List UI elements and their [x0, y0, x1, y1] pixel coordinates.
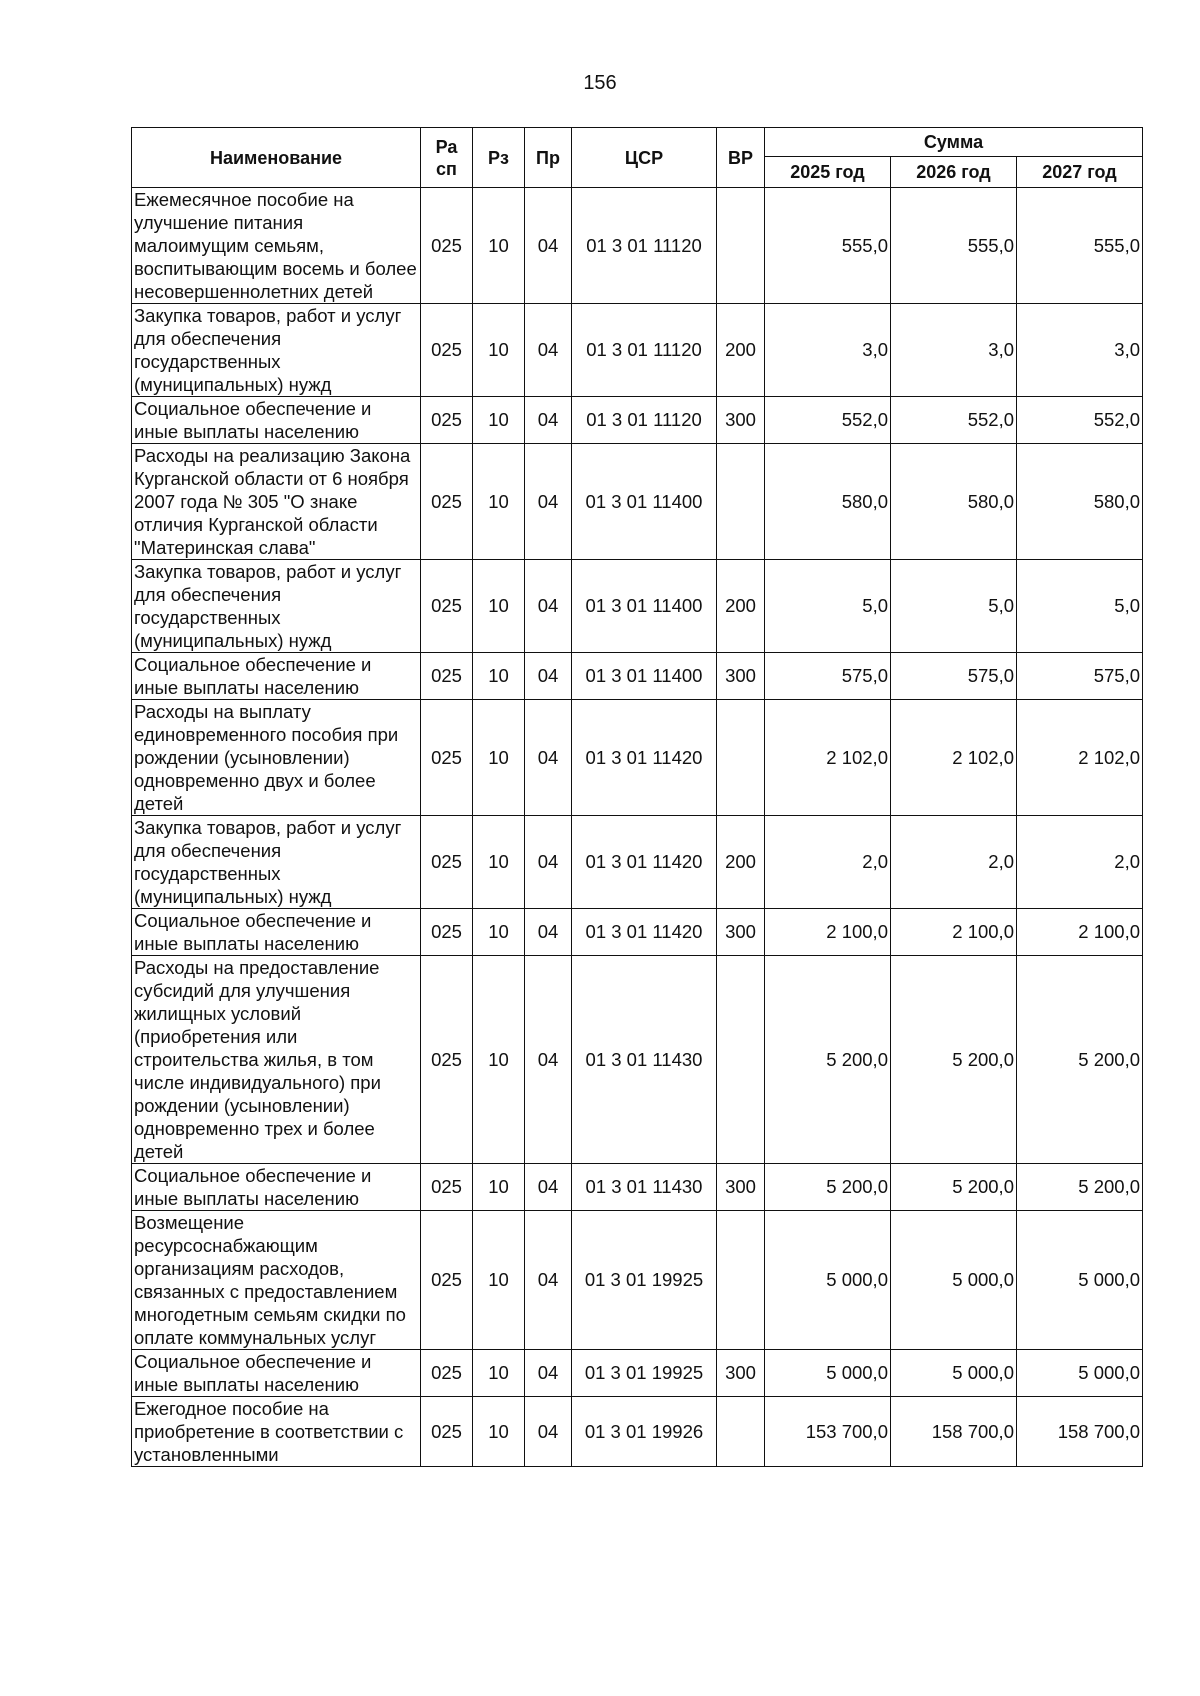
row-pr: 04	[525, 1397, 572, 1467]
row-csr: 01 3 01 11430	[572, 1164, 717, 1211]
table-row	[132, 1397, 1143, 1467]
row-pr: 04	[525, 304, 572, 397]
row-rz: 10	[473, 700, 525, 816]
row-rasp: 025	[421, 1211, 473, 1350]
row-rz: 10	[473, 1397, 525, 1467]
row-vr	[717, 956, 765, 1164]
row-amount-2026: 575,0	[891, 653, 1017, 700]
row-pr: 04	[525, 700, 572, 816]
row-amount-2025: 3,0	[765, 304, 891, 397]
row-vr: 300	[717, 1164, 765, 1211]
row-amount-2025: 2 100,0	[765, 909, 891, 956]
row-pr: 04	[525, 560, 572, 653]
row-pr: 04	[525, 816, 572, 909]
row-amount-2027: 5 200,0	[1017, 956, 1143, 1164]
row-vr: 300	[717, 909, 765, 956]
row-amount-2027: 2,0	[1017, 816, 1143, 909]
table-row	[132, 1350, 1143, 1397]
row-amount-2025: 575,0	[765, 653, 891, 700]
row-rasp: 025	[421, 560, 473, 653]
row-name: Социальное обеспечение и иные выплаты населению	[132, 1350, 421, 1397]
row-csr: 01 3 01 11400	[572, 444, 717, 560]
row-amount-2026: 580,0	[891, 444, 1017, 560]
row-amount-2027: 552,0	[1017, 397, 1143, 444]
row-amount-2027: 3,0	[1017, 304, 1143, 397]
row-name: Расходы на выплату единовременного пособия при рождении (усыновлении) одновременно двух и более детей	[132, 700, 421, 816]
row-rasp: 025	[421, 1164, 473, 1211]
row-amount-2026: 555,0	[891, 188, 1017, 304]
row-vr: 300	[717, 653, 765, 700]
row-name: Расходы на предоставление субсидий для улучшения жилищных условий (приобретения или строительства жилья, в том числе индивидуального) при рождении (усыновлении) одновременно трех и более детей	[132, 956, 421, 1164]
row-csr: 01 3 01 11420	[572, 909, 717, 956]
row-vr: 300	[717, 1350, 765, 1397]
row-name: Закупка товаров, работ и услуг для обеспечения государственных (муниципальных) нужд	[132, 816, 421, 909]
row-name: Социальное обеспечение и иные выплаты населению	[132, 653, 421, 700]
row-amount-2025: 5 000,0	[765, 1350, 891, 1397]
header-year-2027: 2027 год	[1017, 157, 1143, 188]
row-amount-2025: 153 700,0	[765, 1397, 891, 1467]
row-amount-2026: 2 100,0	[891, 909, 1017, 956]
row-amount-2027: 5 000,0	[1017, 1211, 1143, 1350]
header-pr: Пр	[525, 128, 572, 188]
row-rz: 10	[473, 653, 525, 700]
table-row	[132, 444, 1143, 560]
row-rasp: 025	[421, 956, 473, 1164]
row-vr: 200	[717, 560, 765, 653]
row-rz: 10	[473, 909, 525, 956]
row-csr: 01 3 01 19925	[572, 1350, 717, 1397]
row-amount-2026: 5 000,0	[891, 1350, 1017, 1397]
table-row	[132, 188, 1143, 304]
row-amount-2025: 580,0	[765, 444, 891, 560]
row-name: Закупка товаров, работ и услуг для обеспечения государственных (муниципальных) нужд	[132, 560, 421, 653]
row-rz: 10	[473, 560, 525, 653]
row-amount-2026: 5 200,0	[891, 956, 1017, 1164]
row-rz: 10	[473, 444, 525, 560]
row-amount-2026: 158 700,0	[891, 1397, 1017, 1467]
row-csr: 01 3 01 11120	[572, 304, 717, 397]
row-rasp: 025	[421, 816, 473, 909]
table-row	[132, 560, 1143, 653]
header-csr: ЦСР	[572, 128, 717, 188]
row-amount-2025: 555,0	[765, 188, 891, 304]
row-csr: 01 3 01 11420	[572, 700, 717, 816]
page-number: 156	[583, 72, 617, 94]
row-csr: 01 3 01 11400	[572, 560, 717, 653]
row-vr	[717, 700, 765, 816]
row-csr: 01 3 01 11400	[572, 653, 717, 700]
row-rz: 10	[473, 816, 525, 909]
table-row	[132, 653, 1143, 700]
row-csr: 01 3 01 11420	[572, 816, 717, 909]
budget-table	[131, 127, 1143, 1467]
row-vr	[717, 1397, 765, 1467]
row-name: Ежемесячное пособие на улучшение питания малоимущим семьям, воспитывающим восемь и более несовершеннолетних детей	[132, 188, 421, 304]
row-amount-2025: 2,0	[765, 816, 891, 909]
row-amount-2027: 5 200,0	[1017, 1164, 1143, 1211]
row-vr: 200	[717, 304, 765, 397]
header-rz: Рз	[473, 128, 525, 188]
row-amount-2026: 3,0	[891, 304, 1017, 397]
row-csr: 01 3 01 11120	[572, 397, 717, 444]
row-amount-2025: 5 000,0	[765, 1211, 891, 1350]
row-amount-2026: 2 102,0	[891, 700, 1017, 816]
row-csr: 01 3 01 11120	[572, 188, 717, 304]
row-csr: 01 3 01 19926	[572, 1397, 717, 1467]
row-rz: 10	[473, 1350, 525, 1397]
row-rz: 10	[473, 397, 525, 444]
row-amount-2027: 158 700,0	[1017, 1397, 1143, 1467]
row-rasp: 025	[421, 397, 473, 444]
row-amount-2026: 5 000,0	[891, 1211, 1017, 1350]
row-amount-2027: 580,0	[1017, 444, 1143, 560]
table-row	[132, 1164, 1143, 1211]
table-row	[132, 397, 1143, 444]
table-row	[132, 1211, 1143, 1350]
header-year-2025: 2025 год	[765, 157, 891, 188]
row-pr: 04	[525, 444, 572, 560]
row-rasp: 025	[421, 1350, 473, 1397]
row-pr: 04	[525, 1350, 572, 1397]
row-name: Социальное обеспечение и иные выплаты населению	[132, 909, 421, 956]
table-row	[132, 909, 1143, 956]
row-amount-2026: 5 200,0	[891, 1164, 1017, 1211]
row-pr: 04	[525, 653, 572, 700]
row-vr	[717, 444, 765, 560]
row-csr: 01 3 01 11430	[572, 956, 717, 1164]
row-rasp: 025	[421, 653, 473, 700]
row-rasp: 025	[421, 304, 473, 397]
header-rasp-text: Ра сп	[435, 136, 458, 179]
row-amount-2025: 2 102,0	[765, 700, 891, 816]
row-vr: 300	[717, 397, 765, 444]
row-amount-2027: 2 100,0	[1017, 909, 1143, 956]
header-year-2026: 2026 год	[891, 157, 1017, 188]
row-pr: 04	[525, 188, 572, 304]
row-rasp: 025	[421, 1397, 473, 1467]
row-rz: 10	[473, 1211, 525, 1350]
header-name: Наименование	[132, 128, 421, 188]
row-rz: 10	[473, 1164, 525, 1211]
row-vr: 200	[717, 816, 765, 909]
row-amount-2026: 552,0	[891, 397, 1017, 444]
header-row-top	[132, 128, 1143, 157]
row-amount-2027: 2 102,0	[1017, 700, 1143, 816]
row-vr	[717, 1211, 765, 1350]
row-name: Закупка товаров, работ и услуг для обеспечения государственных (муниципальных) нужд	[132, 304, 421, 397]
row-rasp: 025	[421, 909, 473, 956]
header-vr: ВР	[717, 128, 765, 188]
row-csr: 01 3 01 19925	[572, 1211, 717, 1350]
row-name: Социальное обеспечение и иные выплаты населению	[132, 397, 421, 444]
table-row	[132, 304, 1143, 397]
row-rz: 10	[473, 956, 525, 1164]
row-amount-2026: 2,0	[891, 816, 1017, 909]
row-amount-2025: 5 200,0	[765, 1164, 891, 1211]
table-row	[132, 816, 1143, 909]
row-amount-2027: 575,0	[1017, 653, 1143, 700]
row-amount-2025: 552,0	[765, 397, 891, 444]
row-rz: 10	[473, 304, 525, 397]
row-name: Возмещение ресурсоснабжающим организациям расходов, связанных с предоставлением многодетным семьям скидки по оплате коммунальных услуг	[132, 1211, 421, 1350]
row-rasp: 025	[421, 444, 473, 560]
row-pr: 04	[525, 956, 572, 1164]
row-name: Социальное обеспечение и иные выплаты населению	[132, 1164, 421, 1211]
row-amount-2027: 555,0	[1017, 188, 1143, 304]
row-amount-2025: 5,0	[765, 560, 891, 653]
row-pr: 04	[525, 1211, 572, 1350]
row-pr: 04	[525, 1164, 572, 1211]
row-vr	[717, 188, 765, 304]
row-rz: 10	[473, 188, 525, 304]
header-rasp	[421, 128, 473, 188]
row-amount-2025: 5 200,0	[765, 956, 891, 1164]
table-row	[132, 700, 1143, 816]
row-amount-2027: 5 000,0	[1017, 1350, 1143, 1397]
row-pr: 04	[525, 397, 572, 444]
row-rasp: 025	[421, 700, 473, 816]
row-amount-2027: 5,0	[1017, 560, 1143, 653]
row-name: Ежегодное пособие на приобретение в соответствии с установленными	[132, 1397, 421, 1467]
row-rasp: 025	[421, 188, 473, 304]
header-sum: Сумма	[765, 128, 1143, 157]
row-amount-2026: 5,0	[891, 560, 1017, 653]
row-name: Расходы на реализацию Закона Курганской области от 6 ноября 2007 года № 305 "О знаке отличия Курганской области "Материнская слава"	[132, 444, 421, 560]
row-pr: 04	[525, 909, 572, 956]
table-row	[132, 956, 1143, 1164]
